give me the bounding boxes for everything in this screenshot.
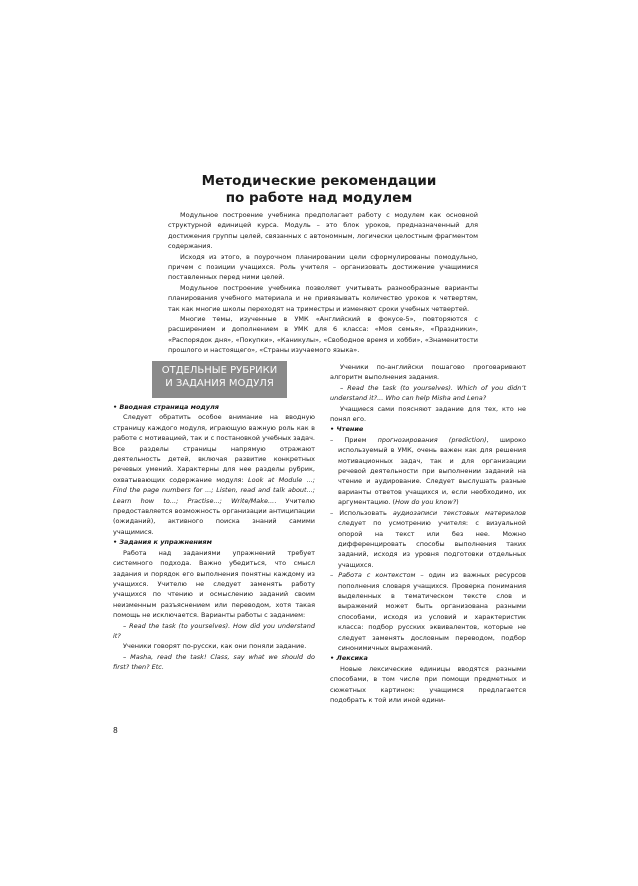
intro-paragraph: Модульное построение учебника предполагает работу с модулем как основной структурной единицей курса. Модуль – это блок уроков, предназначенный для достижения группы целей, связанных с автономным, логически целостным фрагментом содержания. <box>168 211 478 251</box>
text-run: – <box>330 571 339 580</box>
paragraph: Учащиеся сами поясняют задание для тех, кто не понял его. <box>330 404 526 424</box>
page-number: 8 <box>113 726 118 735</box>
intro-paragraph: Модульное построение учебника позволяет учитывать разнообразные варианты планирования учебного материала и не привязывать количество уроков к четвертям, так как многие школы переходят на триместры и изменяют сроки учебных четвертей. <box>168 283 478 313</box>
example-quote: – Masha, read the task! Class, say what we should do first? then? Etc. <box>113 652 315 672</box>
page-title <box>0 173 638 207</box>
paragraph <box>113 412 315 537</box>
italic-run: аудиозаписи текстовых материалов <box>392 508 526 517</box>
text-run: следует по усмотрению учителя: с визуальной опорой на текст или без нее. Можно дифференцировать способы выполнения таких заданий, исходя из уровня подготовки отдельных учащихся. <box>338 519 526 569</box>
paragraph: Ученики говорят по-русски, как они поняли задание. <box>123 642 307 651</box>
paragraph: Ученики по-английски пошагово проговаривают алгоритм выполнения задания. <box>330 363 526 382</box>
title-line-2: по работе над модулем <box>225 190 413 206</box>
italic-run: прогнозирования (prediction) <box>377 435 487 444</box>
paragraph: Новые лексические единицы вводятся разными способами, в том числе при помощи предметных и сюжетных картинок: учащимся предлагается подобрать к той или иной едини- <box>330 664 526 704</box>
italic-run: Работа с контекстом <box>338 571 416 580</box>
bullet-item <box>330 570 526 653</box>
section-heading-line-1: ОТДЕЛЬНЫЕ РУБРИКИ <box>161 365 278 376</box>
heading-intro-page: • Вводная страница модуля <box>113 403 219 411</box>
text-run: Следует обратить особое внимание на вводную страницу каждого модуля, играющую важную роль как в работе с мотивацией, так и с постановкой учебных задач. Все разделы страницы напрямую отражают деятельность детей, включая развитие конкретных речевых умений. Характерны для нее разделы рубрик, охватывающих содержание модуля: <box>113 413 315 484</box>
heading-vocabulary: • Лексика <box>330 654 368 663</box>
example-quote: – Read the task (to yourselves). How did you understand it? <box>113 621 315 640</box>
text-run: ) <box>456 498 459 507</box>
text-run: , широко используемый в УМК, очень важен как для решения мотивационных задач, так и для организации речевой деятельности при выполнении заданий на чтение и аудирование. Следует выслушать разные варианты ответов учащихся и, если необходимо, их аргументацию. ( <box>338 435 527 507</box>
bullet-item <box>330 435 526 508</box>
text-run: – Использовать <box>330 508 393 517</box>
title-line-1: Методические рекомендации <box>201 173 437 189</box>
bullet-item <box>330 508 526 570</box>
heading-reading: • Чтение <box>330 425 364 434</box>
text-run: – один из важных ресурсов пополнения словаря учащихся. Проверка понимания выделенных в тематическом тексте слов и выражений может быть организована разными способами, исходя из условий и характеристик класса: подбор русских эквивалентов, которые не следует заменять дословным переводом, подбор синонимичных выражений. <box>338 571 526 652</box>
italic-run: How do you know? <box>395 498 457 507</box>
left-column <box>113 402 315 673</box>
heading-tasks: • Задания к упражнениям <box>113 538 212 547</box>
example-quote: – Read the task (to yourselves). Which of you didn’t understand it?... Who can help Misha and Lena? <box>330 383 526 403</box>
right-column <box>330 362 526 705</box>
text-run: – Прием <box>330 435 378 444</box>
section-heading-line-2: И ЗАДАНИЯ МОДУЛЯ <box>165 378 274 389</box>
text-run: . Учителю предоставляется возможность организации антиципации (ожиданий), активного поиска знаний самими учащимися. <box>113 496 315 536</box>
intro-paragraph: Исходя из этого, в поурочном планировании цели сформулированы помодульно, причем с позиции учащихся. Роль учителя – организовать достижение учащимися поставленных перед ними целей. <box>168 252 478 282</box>
italic-run: Look at Module ...; Find the page numbers for ...; Listen, read and talk about...; Learn how to...; Practise...; Write/Make... <box>113 475 315 505</box>
section-heading-box <box>152 361 287 398</box>
paragraph: Работа над заданиями упражнений требует системного подхода. Важно убедиться, что смысл задания и порядок его выполнения понятны каждому из учащихся. Учителю не следует заменять работу учащихся по чтению и осмыслению заданий своим неизменным разъяснением или переводом, хотя такая помощь не исключается. Варианты работы с заданием: <box>113 548 315 620</box>
intro-section <box>168 210 478 356</box>
intro-paragraph: Многие темы, изученные в УМК «Английский в фокусе-5», повторяются с расширением и дополнением в УМК для 6 класса: «Моя семья», «Праздники», «Распорядок дня», «Покупки», «Каникулы», «Свободное время и хобби», «Знаменитости прошлого и настоящего», «Страны изучаемого языка». <box>168 315 478 355</box>
